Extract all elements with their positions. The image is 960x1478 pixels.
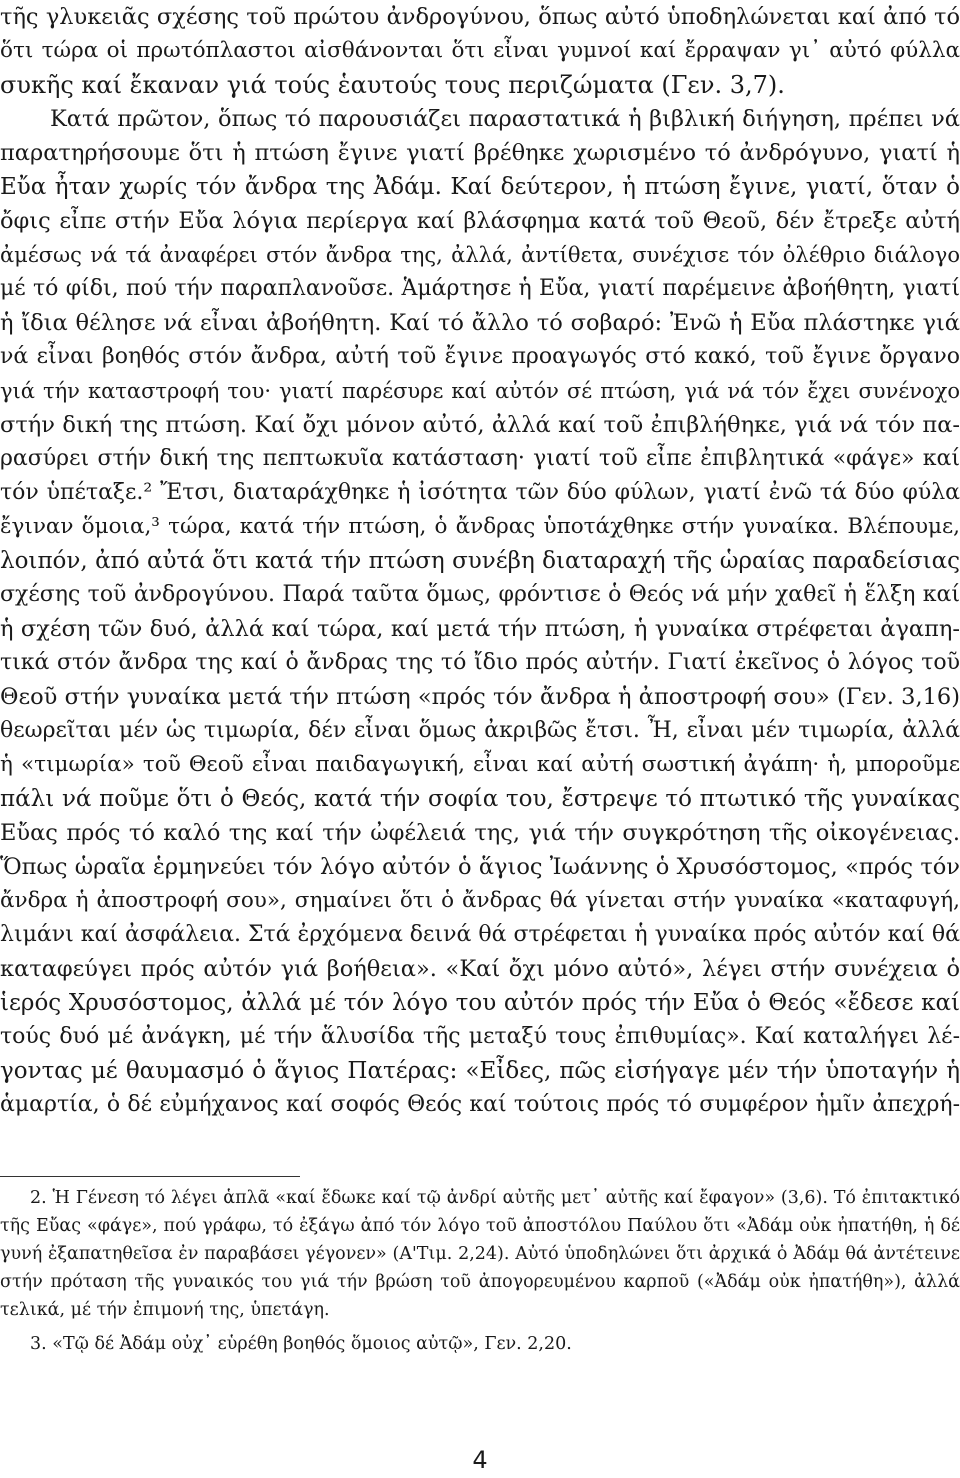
body-line: τικά στόν ἄνδρα της καί ὁ ἄνδρας της τό ἴδιο πρός αὐτήν. Γιατί ἐκεῖνος ὁ λόγος τοῦ — [0, 650, 960, 675]
body-line: ἔγιναν ὅμοια,³ τώρα, κατά τήν πτώση, ὁ ἄνδρας ὑποτάχθηκε στήν γυναίκα. Βλέπουμε, — [0, 514, 960, 539]
body-line: τόν ὑπέταξε.² Ἔτσι, διαταράχθηκε ἡ ἰσότητα τῶν δύο φύλων, γιατί ἐνῶ τά δύο φύλα — [0, 480, 960, 505]
body-line: ἄνδρα ἡ ἀποστροφή σου», σημαίνει ὅτι ὁ ἄνδρας θά γίνεται στήν γυναίκα «καταφυγή, — [0, 888, 960, 913]
footnote-line: γυνή ἐξαπατηθεῖσα ἐν παραβάσει γέγονεν» (Α'Τιμ. 2,24). Αὐτό ὑποδηλώνει ὅτι ἀρχικά ὁ Ἀδάμ θά ἀντέτεινε — [0, 1244, 960, 1264]
body-line: Εὔας πρός τό καλό της καί τήν ὠφέλειά της, γιά τήν συγκρότηση τῆς οἰκογένειας. — [0, 820, 960, 846]
body-line: Κατά πρῶτον, ὅπως τό παρουσιάζει παραστατικά ἡ βιβλική διήγηση, πρέπει νά — [50, 106, 960, 132]
body-line: ὄφις εἶπε στήν Εὔα λόγια περίεργα καί βλάσφημα κατά τοῦ Θεοῦ, δέν ἔτρεξε αὐτή — [0, 208, 960, 234]
footnote-line: στήν πρόταση τῆς γυναικός του γιά τήν βρώση τοῦ ἀπογορευμένου καρποῦ («Ἀδάμ οὐκ ἠπατήθη»), ἀλλά — [0, 1272, 960, 1292]
body-line: τῆς γλυκειᾶς σχέσης τοῦ πρώτου ἀνδρογύνου, ὅπως αὐτό ὑποδηλώνεται καί ἀπό τό — [0, 4, 960, 30]
footnote-divider — [0, 1176, 300, 1177]
body-line: ἀμέσως νά τά ἀναφέρει στόν ἄνδρα της, ἀλλά, ἀντίθετα, συνέχισε τόν ὀλέθριο διάλογο — [0, 243, 960, 267]
footnote-line: 3. «Τῷ δέ Ἀδάμ οὐχ᾽ εὑρέθη βοηθός ὅμοιος αὐτῷ», Γεν. 2,20. — [30, 1334, 572, 1354]
body-line: σχέσης τοῦ ἀνδρογύνου. Παρά ταῦτα ὅμως, φρόντισε ὁ Θεός νά μήν χαθεῖ ἡ ἕλξη καί — [0, 582, 960, 607]
page-number: 4 — [472, 1446, 488, 1474]
body-line: γοντας μέ θαυμασμό ὁ ἅγιος Πατέρας: «Εἶδες, πῶς εἰσήγαγε μέν τήν ὑποταγήν ἡ — [0, 1058, 960, 1084]
body-line: λοιπόν, ἀπό αὐτά ὅτι κατά τήν πτώση συνέβη διαταραχή τῆς ὡραίας παραδείσιας — [0, 548, 960, 574]
footnote-line: 2. Ἡ Γένεση τό λέγει ἁπλᾶ «καί ἔδωκε καί τῷ ἀνδρί αὐτῆς μετ᾽ αὐτῆς καί ἔφαγον» (3,6). Τό ἐπιτακτικό — [30, 1188, 960, 1208]
body-line: ἡ ἴδια θέλησε νά εἶναι ἀβοήθητη. Καί τό ἄλλο τό σοβαρό: Ἐνῶ ἡ Εὔα πλάστηκε γιά — [0, 310, 960, 336]
body-line: μέ τό φίδι, πού τήν παραπλανοῦσε. Ἁμάρτησε ἡ Εὔα, γιατί παρέμεινε ἀβοήθητη, γιατί — [0, 276, 960, 301]
body-line: παρατηρήσουμε ὅτι ἡ πτώση ἔγινε γιατί βρέθηκε χωρισμένο τό ἀνδρόγυνο, γιατί ἡ — [0, 140, 960, 166]
body-line: ἡ «τιμωρία» τοῦ Θεοῦ εἶναι παιδαγωγική, εἶναι καί αὐτή σωστική ἀγάπη· ἡ, μποροῦμε — [0, 752, 960, 777]
body-line: Ὅπως ὡραῖα ἑρμηνεύει τόν λόγο αὐτόν ὁ ἅγιος Ἰωάννης ὁ Χρυσόστομος, «πρός τόν — [0, 854, 960, 880]
body-line: πάλι νά ποῦμε ὅτι ὁ Θεός, κατά τήν σοφία του, ἔστρεψε τό πτωτικό τῆς γυναίκας — [0, 786, 960, 812]
body-line: Θεοῦ στήν γυναίκα μετά τήν πτώση «πρός τόν ἄνδρα ἡ ἀποστροφή σου» (Γεν. 3,16) — [0, 684, 960, 710]
body-line: Εὔα ἦταν χωρίς τόν ἄνδρα της Ἀδάμ. Καί δεύτερον, ἡ πτώση ἔγινε, γιατί, ὅταν ὁ — [0, 174, 960, 200]
body-line: συκῆς καί ἔκαναν γιά τούς ἑαυτούς τους περιζώματα (Γεν. 3,7). — [0, 71, 785, 99]
body-line: ὅτι τώρα οἱ πρωτόπλαστοι αἰσθάνονται ὅτι εἶναι γυμνοί καί ἔρραψαν γι᾽ αὐτό φύλλα — [0, 38, 960, 63]
body-line: λιμάνι καί ἀσφάλεια. Στά ἐρχόμενα δεινά θά στρέφεται ἡ γυναίκα πρός αὐτόν καί θά — [0, 922, 960, 947]
body-line: τούς δυό μέ ἀνάγκη, μέ τήν ἅλυσίδα τῆς μεταξύ τους ἐπιθυμίας». Καί καταλήγει λέ- — [0, 1024, 960, 1049]
body-line: ἡ σχέση τῶν δυό, ἀλλά καί τώρα, καί μετά τήν πτώση, ἡ γυναίκα στρέφεται ἀγαπη- — [0, 616, 960, 642]
body-line: θεωρεῖται μέν ὡς τιμωρία, δέν εἶναι ὅμως ἀκριβῶς ἔτσι. Ἦ, εἶναι μέν τιμωρία, ἀλλά — [0, 718, 960, 743]
body-line: ρασύρει στήν δική της πεπτωκυῖα κατάσταση· γιατί τοῦ εἶπε ἐπιβλητικά «φάγε» καί — [0, 446, 960, 471]
footnote-line: τῆς Εὔας «φάγε», πού γράφω, τό ἐξάγω ἀπό τόν λόγο τοῦ ἀποστόλου Παύλου ὅτι «Ἀδάμ οὐκ ἠπατήθη, ἡ δέ — [0, 1216, 960, 1236]
body-line: ἱερός Χρυσόστομος, ἀλλά μέ τόν λόγο του αὐτόν πρός τήν Εὔα ὁ Θεός «ἔδεσε καί — [0, 990, 960, 1016]
body-line: νά εἶναι βοηθός στόν ἄνδρα, αὐτή τοῦ ἔγινε προαγωγός στό κακό, τοῦ ἔγινε ὄργανο — [0, 344, 960, 369]
body-line: γιά τήν καταστροφή του· γιατί παρέσυρε καί αὐτόν σέ πτώση, γιά νά τόν ἔχει συνένοχο — [0, 379, 960, 403]
footnote-line: τελικά, μέ τήν ἐπιμονή της, ὑπετάγη. — [0, 1300, 330, 1320]
body-line: στήν δική της πτώση. Καί ὄχι μόνον αὐτό, ἀλλά καί τοῦ ἐπιβλήθηκε, γιά νά τόν πα- — [0, 412, 960, 438]
body-line: ἁμαρτία, ὁ δέ εὐμήχανος καί σοφός Θεός καί τούτοις πρός τό συμφέρον ἡμῖν ἀπεχρή- — [0, 1092, 960, 1117]
body-line: καταφεύγει πρός αὐτόν γιά βοήθεια». «Καί ὄχι μόνο αὐτό», λέγει στήν συνέχεια ὁ — [0, 956, 960, 982]
